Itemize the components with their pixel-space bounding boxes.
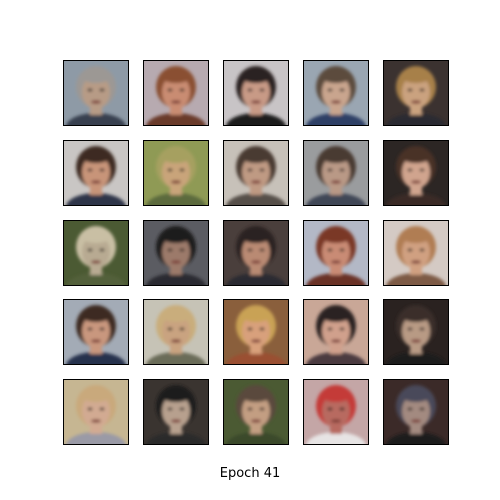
face-image: [144, 300, 208, 364]
face-tile: [63, 140, 129, 206]
face-tile: [143, 220, 209, 286]
face-image: [384, 61, 448, 125]
face-tile: [383, 140, 449, 206]
face-tile: [303, 299, 369, 365]
face-tile: [223, 379, 289, 445]
face-tile: [143, 60, 209, 126]
epoch-caption: Epoch 41: [219, 466, 281, 481]
face-image: [64, 141, 128, 205]
face-image: [144, 61, 208, 125]
face-image: [64, 300, 128, 364]
face-image: [144, 141, 208, 205]
face-tile: [303, 140, 369, 206]
face-tile: [383, 60, 449, 126]
face-tile: [63, 60, 129, 126]
face-image: [224, 61, 288, 125]
face-image: [144, 380, 208, 444]
face-image: [64, 380, 128, 444]
face-image: [384, 300, 448, 364]
face-tile: [383, 220, 449, 286]
face-tile: [143, 140, 209, 206]
face-tile: [63, 220, 129, 286]
face-image: [304, 141, 368, 205]
face-tile: [223, 60, 289, 126]
face-tile: [143, 379, 209, 445]
face-image: [224, 300, 288, 364]
face-image: [64, 61, 128, 125]
face-tile: [383, 299, 449, 365]
face-image: [224, 380, 288, 444]
face-image: [384, 380, 448, 444]
face-tile: [63, 379, 129, 445]
face-tile: [223, 140, 289, 206]
face-image: [64, 221, 128, 285]
face-image: [304, 300, 368, 364]
face-image: [304, 380, 368, 444]
face-image: [384, 221, 448, 285]
face-image: [224, 221, 288, 285]
face-tile: [223, 220, 289, 286]
face-image: [224, 141, 288, 205]
face-tile: [63, 299, 129, 365]
face-tile: [303, 220, 369, 286]
face-tile: [383, 379, 449, 445]
face-tile: [303, 60, 369, 126]
face-tile: [303, 379, 369, 445]
face-tile: [143, 299, 209, 365]
face-image: [304, 61, 368, 125]
face-image: [144, 221, 208, 285]
face-image: [304, 221, 368, 285]
face-image: [384, 141, 448, 205]
face-tile: [223, 299, 289, 365]
